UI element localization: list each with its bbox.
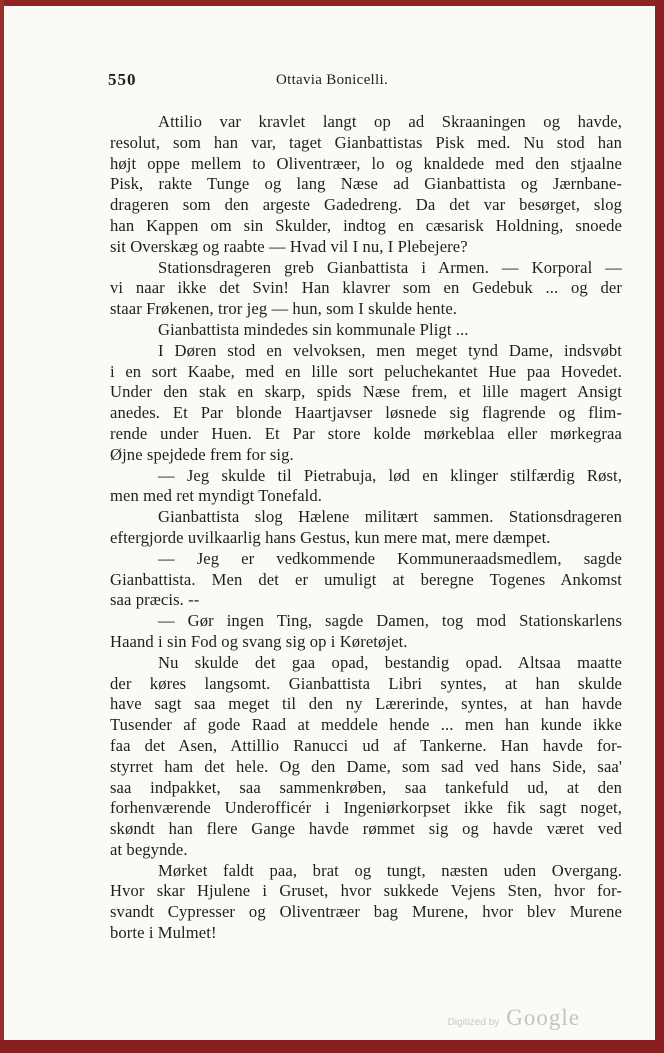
text-line: han Kappen om sin Skulder, indtog en cæsarisk Holdning, snoede xyxy=(110,215,622,235)
text-line: svandt Cypresser og Oliventræer bag Murene, hvor blev Murene xyxy=(110,902,622,922)
text-line: Tusender af gode Raad at meddele hende ... men han kunde ikke xyxy=(110,715,622,735)
text-line: Hvor skar Hjulene i Gruset, hvor sukkede Vejens Sten, hvor for- xyxy=(110,881,622,901)
scan-edge-bottom xyxy=(0,1040,664,1053)
text-line: borte i Mulmet! xyxy=(110,923,217,943)
text-line: skøndt han flere Gange havde rømmet sig og havde været ved xyxy=(110,819,622,839)
text-line: — Gør ingen Ting, sagde Damen, tog mod Stationskarlens xyxy=(158,611,622,631)
text-line: saa indpakket, saa sammenkrøben, saa tankefuld ud, at den xyxy=(110,777,622,797)
digitized-by-text: Digitized by xyxy=(447,1017,500,1028)
scan-edge-right xyxy=(655,0,664,1053)
text-line: styrret ham det hele. Og den Dame, som sad ved hans Side, saa' xyxy=(110,756,622,776)
text-line: staar Frøkenen, tror jeg — hun, som I skulde hente. xyxy=(110,299,458,319)
text-line: resolut, som han var, taget Gianbattistas Pisk med. Nu stod han xyxy=(110,132,622,152)
text-line: — Jeg skulde til Pietrabuja, lød en klinger stilfærdig Røst, xyxy=(158,465,622,485)
text-line: forhenværende Underofficér i Ingeniørkorpset ikke fik sagt noget, xyxy=(110,798,622,818)
text-line: der køres langsomt. Gianbattista Libri syntes, at han skulde xyxy=(110,673,622,693)
page-body xyxy=(110,112,622,944)
text-line: faa det Asen, Attillio Ranucci ud af Tankerne. Han havde for- xyxy=(110,735,622,755)
text-line: Gianbattista slog Hælene militært sammen. Stationsdrageren xyxy=(158,507,622,527)
text-line: men med ret myndigt Tonefald. xyxy=(110,486,323,506)
text-line: i en sort Kaabe, med en lille sort peluchekantet Hue paa Hovedet. xyxy=(110,361,622,381)
text-line: Øjne spejdede frem for sig. xyxy=(110,444,294,464)
text-line: Under den stak en skarp, spids Næse frem, et lille magert Ansigt xyxy=(110,382,622,402)
text-line: I Døren stod en velvoksen, men meget tynd Dame, indsvøbt xyxy=(158,340,622,360)
text-line: Gianbattista mindedes sin kommunale Pligt ... xyxy=(158,319,469,339)
text-line: saa præcis. -- xyxy=(110,590,200,610)
text-line: Mørket faldt paa, brat og tungt, næsten uden Overgang. xyxy=(158,860,622,880)
running-head: Ottavia Bonicelli. xyxy=(275,72,389,88)
text-line: drageren som den argeste Gadedreng. Da det var besørget, slog xyxy=(110,195,622,215)
google-logo-text: Google xyxy=(506,1005,580,1030)
page-number: 550 xyxy=(108,70,137,89)
text-line: Gianbattista. Men det er umuligt at beregne Togenes Ankomst xyxy=(110,569,622,589)
text-line: have sagt saa meget til den ny Lærerinde, syntes, at han havde xyxy=(110,694,622,714)
text-line: eftergjorde uvilkaarlig hans Gestus, kun mere mat, mere dæmpet. xyxy=(110,527,551,547)
text-line: — Jeg er vedkommende Kommuneraadsmedlem, sagde xyxy=(158,548,622,568)
text-line: Nu skulde det gaa opad, bestandig opad. Altsaa maatte xyxy=(158,652,622,672)
text-line: højt oppe mellem to Oliventræer, lo og knaldede med den stjaalne xyxy=(110,153,622,173)
text-line: sit Overskæg og raabte — Hvad vil I nu, I Plebejere? xyxy=(110,236,468,256)
text-line: Haand i sin Fod og svang sig op i Køretøjet. xyxy=(110,631,408,651)
text-line: at begynde. xyxy=(110,839,188,859)
scan-edge-left xyxy=(0,0,4,1053)
text-line: rende under Huen. Et Par store kolde mørkeblaa eller mørkegraa xyxy=(110,423,622,443)
text-line: vi naar ikke det Svin! Han klavrer som en Gedebuk ... og der xyxy=(110,278,622,298)
text-line: Pisk, rakte Tunge og lang Næse ad Gianbattista og Jærnbane- xyxy=(110,174,622,194)
text-line: Attilio var kravlet langt op ad Skraaningen og havde, xyxy=(158,112,622,131)
text-line: Stationsdrageren greb Gianbattista i Armen. — Korporal — xyxy=(158,257,622,277)
text-line: anedes. Et Par blonde Haartjavser løsnede sig flagrende og flim- xyxy=(110,403,622,423)
watermark xyxy=(448,1005,580,1031)
scan-edge-top xyxy=(0,0,664,6)
